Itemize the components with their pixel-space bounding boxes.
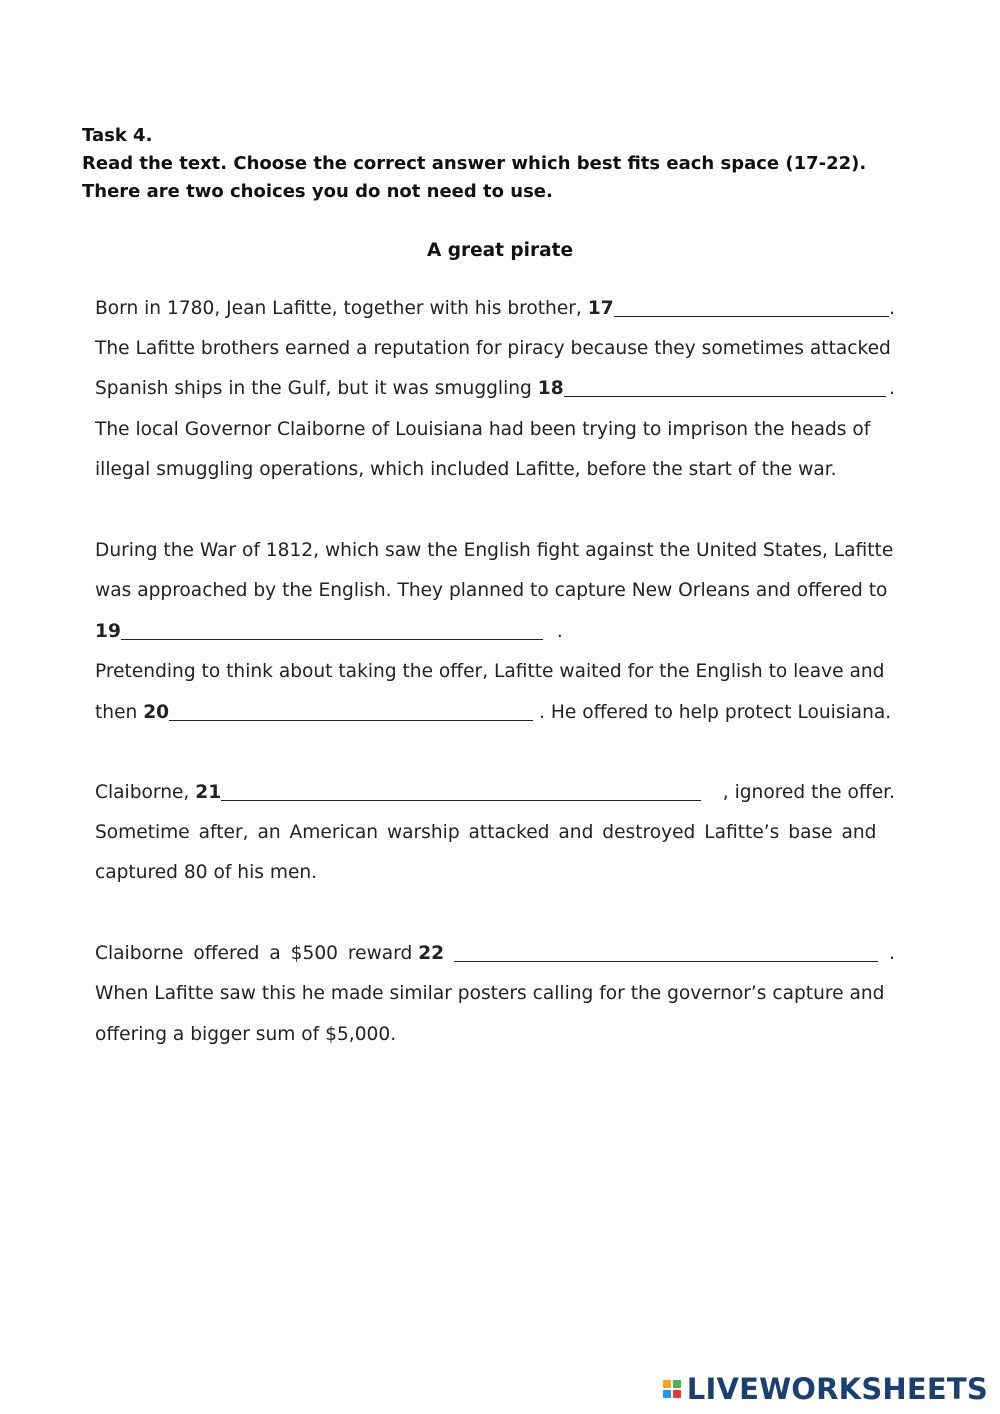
gap-number-20: 20: [143, 702, 170, 723]
line-text: During the War of 1812, which saw the English fight against the United States, Lafitte: [95, 540, 894, 561]
gap-number-17: 17: [587, 298, 614, 319]
line-punctuation: .: [889, 943, 895, 964]
line-text: Pretending to think about taking the offer, Lafitte waited for the English to leave and: [95, 661, 885, 682]
task-instructions: [82, 122, 922, 206]
text-title: A great pirate: [426, 240, 574, 261]
liveworksheets-logo: [663, 1372, 988, 1406]
task-instruction-line-2: There are two choices you do not need to use.: [82, 181, 553, 202]
paragraph-2-line-2: [95, 571, 895, 611]
paragraph-4-line-2: [95, 974, 895, 1014]
task-heading: Task 4.: [82, 125, 153, 146]
paragraph-4-line-1: [95, 934, 895, 974]
paragraph-3-line-1: [95, 773, 895, 813]
gap-number-19: 19: [95, 621, 121, 642]
paragraph-4-line-3: [95, 1015, 895, 1055]
gap-number-18: 18: [537, 378, 564, 399]
answer-blank-18[interactable]: [564, 375, 886, 397]
logo-text: LIVEWORKSHEETS: [686, 1372, 988, 1406]
line-punctuation: .: [889, 298, 895, 319]
line-text: , ignored the offer.: [722, 782, 895, 803]
line-text: The local Governor Claiborne of Louisiana had been trying to imprison the heads of: [95, 419, 871, 440]
gap-number-21: 21: [195, 782, 222, 803]
line-text: was approached by the English. They planned to capture New Orleans and offered to: [95, 580, 888, 601]
paragraph-2-line-4: [95, 652, 895, 692]
line-text: . He offered to help protect Louisiana.: [539, 702, 892, 723]
logo-square-2: [673, 1380, 681, 1388]
line-text: illegal smuggling operations, which included Lafitte, before the start of the war.: [95, 459, 837, 480]
paragraph-1-line-3: [95, 369, 895, 409]
task-instruction-line-1: Read the text. Choose the correct answer which best fits each space (17-22).: [82, 153, 867, 174]
logo-icon: [663, 1380, 681, 1398]
answer-blank-17[interactable]: [614, 295, 889, 317]
line-text: captured 80 of his men.: [95, 862, 318, 883]
paragraph-2-line-5: [95, 693, 895, 733]
paragraph-1-line-2: [95, 329, 895, 369]
line-punctuation: .: [889, 378, 895, 399]
line-text: Claiborne offered a $500 reward: [95, 943, 413, 964]
paragraph-1-line-4: [95, 410, 895, 450]
paragraph-1-line-1: [95, 289, 895, 329]
logo-square-4: [673, 1390, 681, 1398]
paragraph-2-line-1: [95, 531, 895, 571]
answer-blank-19[interactable]: [121, 618, 543, 640]
answer-blank-21[interactable]: [221, 779, 701, 801]
line-text: When Lafitte saw this he made similar posters calling for the governor’s capture and: [95, 983, 885, 1004]
line-text: offering a bigger sum of $5,000.: [95, 1024, 397, 1045]
answer-blank-20[interactable]: [169, 699, 533, 721]
paragraph-2-line-3: [95, 612, 895, 652]
line-text: Sometime after, an American warship attacked and destroyed Lafitte’s base and: [95, 822, 877, 843]
line-text: Claiborne,: [95, 782, 190, 803]
paragraph-1-line-5: [95, 450, 895, 490]
paragraph-3-line-3: [95, 853, 895, 893]
line-text: then: [95, 702, 138, 723]
logo-square-3: [663, 1390, 671, 1398]
line-text: Spanish ships in the Gulf, but it was smuggling: [95, 378, 532, 399]
logo-square-1: [663, 1380, 671, 1388]
line-text: Born in 1780, Jean Lafitte, together with his brother,: [95, 298, 582, 319]
answer-blank-22[interactable]: [454, 940, 878, 962]
gap-number-22: 22: [418, 943, 445, 964]
line-text: The Lafitte brothers earned a reputation for piracy because they sometimes attacked: [95, 338, 891, 359]
paragraph-3-line-2: [95, 813, 895, 853]
line-punctuation: .: [556, 621, 563, 642]
